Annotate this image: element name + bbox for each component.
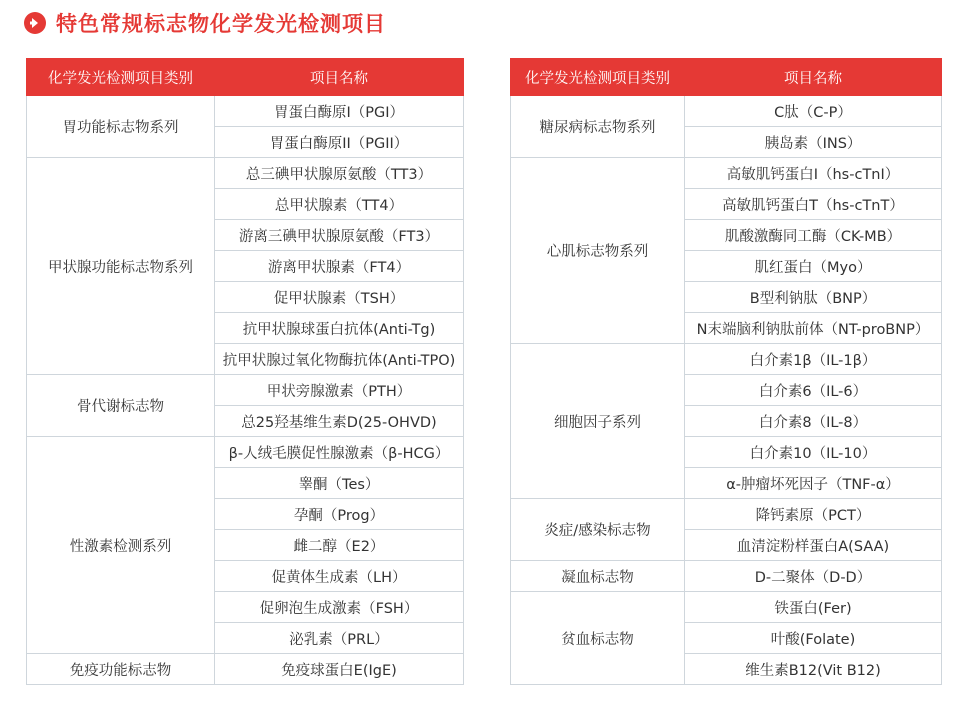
category-cell: 骨代谢标志物 [27, 375, 215, 437]
item-name-cell: 泌乳素（PRL） [215, 623, 464, 654]
item-name-cell: 抗甲状腺球蛋白抗体(Anti-Tg) [215, 313, 464, 344]
item-name-cell: 总25羟基维生素D(25-OHVD) [215, 406, 464, 437]
item-name-cell: 胃蛋白酶原II（PGII） [215, 127, 464, 158]
header-category: 化学发光检测项目类别 [511, 59, 685, 96]
table-row [511, 158, 942, 189]
item-name-cell: 孕酮（Prog） [215, 499, 464, 530]
item-name-cell: 抗甲状腺过氧化物酶抗体(Anti-TPO) [215, 344, 464, 375]
item-name-cell: C肽（C-P） [685, 96, 942, 127]
item-name-cell: 白介素1β（IL-1β） [685, 344, 942, 375]
category-cell: 免疫功能标志物 [27, 654, 215, 685]
category-cell: 糖尿病标志物系列 [511, 96, 685, 158]
item-name-cell: 胰岛素（INS） [685, 127, 942, 158]
right-table [510, 58, 942, 685]
item-name-cell: 总甲状腺素（TT4） [215, 189, 464, 220]
item-name-cell: 白介素6（IL-6） [685, 375, 942, 406]
item-name-cell: 铁蛋白(Fer) [685, 592, 942, 623]
item-name-cell: β-人绒毛膜促性腺激素（β-HCG） [215, 437, 464, 468]
item-name-cell: N末端脑利钠肽前体（NT-proBNP） [685, 313, 942, 344]
category-cell: 贫血标志物 [511, 592, 685, 685]
item-name-cell: 甲状旁腺激素（PTH） [215, 375, 464, 406]
item-name-cell: 总三碘甲状腺原氨酸（TT3） [215, 158, 464, 189]
item-name-cell: 高敏肌钙蛋白I（hs-cTnI） [685, 158, 942, 189]
item-name-cell: 血清淀粉样蛋白A(SAA) [685, 530, 942, 561]
item-name-cell: 白介素8（IL-8） [685, 406, 942, 437]
item-name-cell: 促甲状腺素（TSH） [215, 282, 464, 313]
arrow-right-icon [24, 12, 46, 34]
table-row [27, 375, 464, 406]
item-name-cell: 高敏肌钙蛋白T（hs-cTnT） [685, 189, 942, 220]
item-name-cell: 白介素10（IL-10） [685, 437, 942, 468]
header-row [27, 59, 464, 96]
item-name-cell: 促卵泡生成激素（FSH） [215, 592, 464, 623]
table-row [511, 499, 942, 530]
item-name-cell: 睾酮（Tes） [215, 468, 464, 499]
header-row [511, 59, 942, 96]
table-row [511, 592, 942, 623]
category-cell: 心肌标志物系列 [511, 158, 685, 344]
table-row [27, 654, 464, 685]
category-cell: 凝血标志物 [511, 561, 685, 592]
item-name-cell: 免疫球蛋白E(IgE) [215, 654, 464, 685]
table-row [511, 561, 942, 592]
category-cell: 甲状腺功能标志物系列 [27, 158, 215, 375]
item-name-cell: 胃蛋白酶原I（PGI） [215, 96, 464, 127]
table-row [511, 96, 942, 127]
item-name-cell: 雌二醇（E2） [215, 530, 464, 561]
table-row [511, 344, 942, 375]
category-cell: 细胞因子系列 [511, 344, 685, 499]
item-name-cell: 肌酸激酶同工酶（CK-MB） [685, 220, 942, 251]
page-title: 特色常规标志物化学发光检测项目 [56, 12, 386, 36]
table-row [27, 437, 464, 468]
header-item-name: 项目名称 [215, 59, 464, 96]
item-name-cell: 叶酸(Folate) [685, 623, 942, 654]
header-item-name: 项目名称 [685, 59, 942, 96]
category-cell: 胃功能标志物系列 [27, 96, 215, 158]
item-name-cell: 游离三碘甲状腺原氨酸（FT3） [215, 220, 464, 251]
page-title-bar [24, 8, 386, 38]
item-name-cell: 肌红蛋白（Myo） [685, 251, 942, 282]
item-name-cell: α-肿瘤坏死因子（TNF-α） [685, 468, 942, 499]
item-name-cell: B型利钠肽（BNP） [685, 282, 942, 313]
item-name-cell: D-二聚体（D-D） [685, 561, 942, 592]
category-cell: 炎症/感染标志物 [511, 499, 685, 561]
category-cell: 性激素检测系列 [27, 437, 215, 654]
item-name-cell: 促黄体生成素（LH） [215, 561, 464, 592]
header-category: 化学发光检测项目类别 [27, 59, 215, 96]
item-name-cell: 游离甲状腺素（FT4） [215, 251, 464, 282]
table-row [27, 158, 464, 189]
item-name-cell: 降钙素原（PCT） [685, 499, 942, 530]
item-name-cell: 维生素B12(Vit B12) [685, 654, 942, 685]
table-row [27, 96, 464, 127]
left-table [26, 58, 464, 685]
